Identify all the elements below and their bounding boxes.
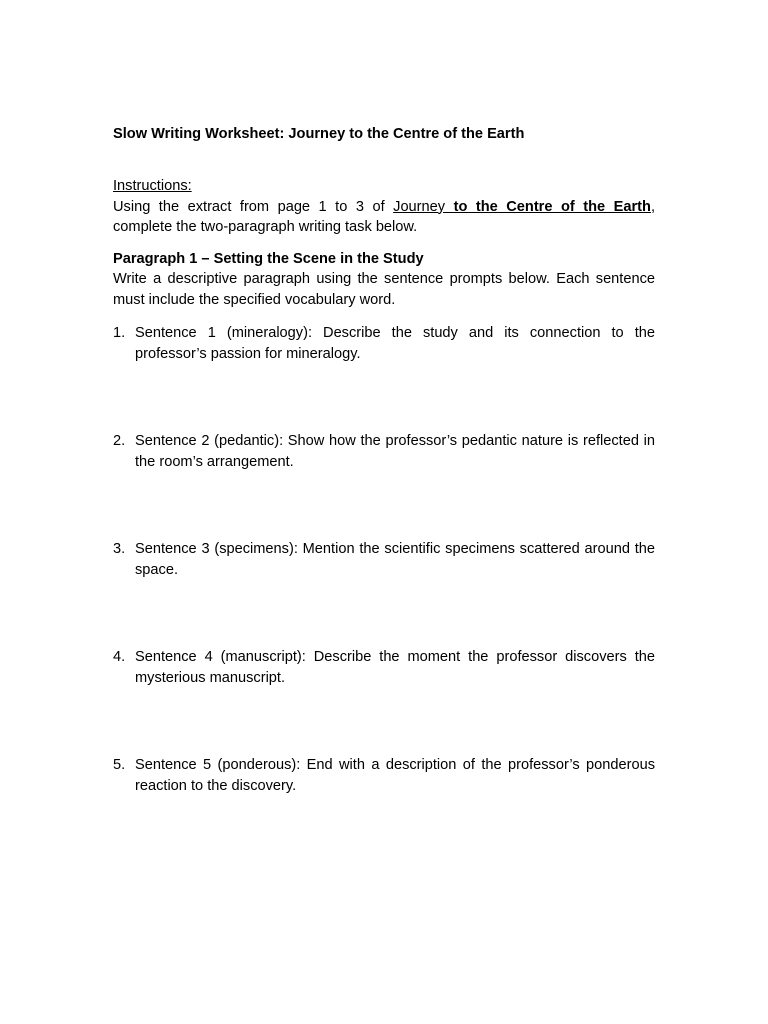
book-title-rest: to the Centre of the Earth bbox=[453, 198, 651, 215]
prompt-item-2 bbox=[113, 431, 655, 472]
paragraph-1-description: Write a descriptive paragraph using the sentence prompts below. Each sentence must include the specified vocabulary word. bbox=[113, 271, 655, 308]
prompt-text: Sentence 4 (manuscript): Describe the moment the professor discovers the mysterious manuscript. bbox=[135, 649, 655, 686]
sentence-prompts-list bbox=[113, 323, 655, 796]
prompt-number: 4. bbox=[113, 649, 126, 665]
instructions-comma: , bbox=[650, 198, 656, 215]
book-title-word: Journey bbox=[393, 198, 446, 215]
prompt-text: Sentence 3 (specimens): Mention the scientific specimens scattered around the space. bbox=[135, 541, 655, 578]
prompt-item-1 bbox=[113, 323, 655, 364]
instructions-line-1 bbox=[113, 197, 655, 218]
worksheet-content bbox=[113, 124, 655, 796]
prompt-number: 5. bbox=[113, 757, 126, 773]
prompt-item-4 bbox=[113, 647, 655, 688]
prompt-text: Sentence 1 (mineralogy): Describe the study and its connection to the professor’s passion for mineralogy. bbox=[135, 325, 655, 362]
paragraph-1-heading: Paragraph 1 – Setting the Scene in the Study bbox=[113, 250, 424, 267]
prompt-number: 3. bbox=[113, 541, 126, 557]
prompt-number: 1. bbox=[113, 325, 126, 341]
instructions-label: Instructions: bbox=[113, 178, 192, 194]
worksheet-title: Slow Writing Worksheet: Journey to the Centre of the Earth bbox=[113, 126, 525, 142]
instructions-line-2: complete the two-paragraph writing task below. bbox=[113, 219, 418, 235]
prompt-text: Sentence 2 (pedantic): Show how the professor’s pedantic nature is reflected in the room’s arrangement. bbox=[135, 433, 655, 470]
prompt-number: 2. bbox=[113, 433, 126, 449]
prompt-text: Sentence 5 (ponderous): End with a description of the professor’s ponderous reaction to the discovery. bbox=[135, 757, 655, 794]
prompt-item-3 bbox=[113, 539, 655, 580]
instructions-prefix: Using the extract from page 1 to 3 of bbox=[113, 198, 394, 215]
prompt-item-5 bbox=[113, 755, 655, 796]
